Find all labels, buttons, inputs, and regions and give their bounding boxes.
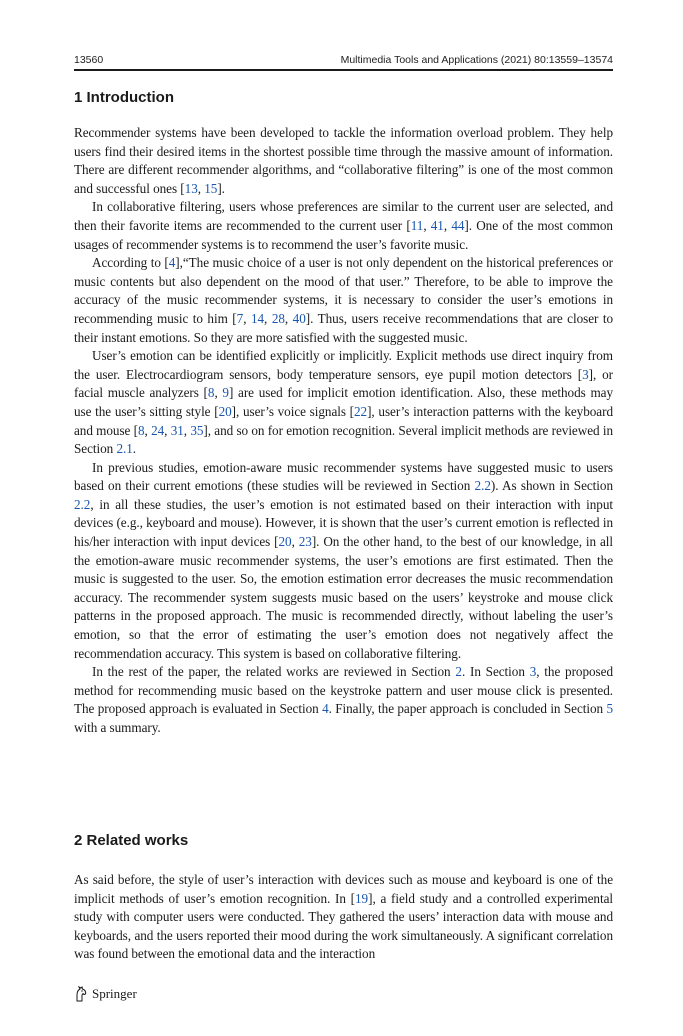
paragraph (74, 459, 613, 664)
citation-link[interactable]: 9 (222, 385, 229, 401)
citation-link[interactable]: 20 (218, 403, 232, 419)
running-header (74, 52, 613, 68)
citation-link[interactable]: 20 (278, 534, 292, 550)
text-run: In collaborative filtering, users whose preferences are similar to the current user are selected, and then their favorite items are recommended to the current user [ (74, 199, 613, 233)
text-run: , (164, 422, 171, 438)
text-run: , (183, 422, 191, 438)
text-run: ]. On the other hand, to the best of our knowledge, in all the emotion-aware music recommender systems, the user’s emotions are first estimated. Then the music is suggested to the user. So, the emotion estimation error decreases the music recommendation accuracy. The recommender system suggests music based on the users’ keystroke and mouse click patterns in the proposed approach. The music is recommended directly, without labeling the user’s emotion, so that the error of estimating the user’s emotion does not negatively affect the recommendation accuracy. This system is based on collaborative filtering. (74, 534, 613, 661)
citation-link[interactable]: 22 (354, 403, 368, 419)
text-run: ], or facial muscle analyzers [ (74, 366, 613, 401)
citation-link[interactable]: 3 (582, 366, 589, 382)
text-run: ]. Thus, users receive recommendations that are closer to their instant emotions. So they are more satisfied with the suggested music. (74, 310, 614, 345)
related-works-body (74, 871, 613, 964)
text-run: , (197, 180, 205, 196)
text-run: ], a field study and a controlled experimental study with computer users were conducted. They gathered the users’ interaction data with mouse and keyboards, and the users reported their mood during the work simultaneously. A significant correlation was found between the emotional data and the interaction (74, 890, 613, 962)
text-run: In previous studies, emotion-aware music recommender systems have suggested music to users based on their current emotions (these studies will be reviewed in Section (74, 459, 613, 494)
citation-link[interactable]: 8 (207, 385, 215, 401)
springer-horse-icon (74, 986, 88, 1002)
paragraph (74, 198, 613, 254)
citation-link[interactable]: 2.2 (74, 496, 91, 512)
citation-link[interactable]: 4 (168, 255, 176, 271)
text-run: ], and so on for emotion recognition. Several implicit methods are reviewed in Section (74, 422, 613, 457)
text-run: , (291, 534, 299, 550)
text-run: User’s emotion can be identified explicitly or implicitly. Explicit methods use direct inquiry from the user. Electrocardiogram sensors, body temperature sensors, eye pupil motion detectors [ (74, 348, 613, 382)
text-run: . In Section (461, 664, 530, 680)
introduction-body (74, 124, 613, 738)
citation-link[interactable]: 13 (184, 180, 198, 196)
publisher-footer (74, 985, 137, 1003)
citation-link[interactable]: 23 (298, 534, 312, 550)
text-run: ], user’s voice signals [ (231, 403, 354, 419)
citation-link[interactable]: 28 (271, 310, 285, 326)
paragraph (74, 871, 613, 964)
text-run: . (132, 441, 137, 457)
text-run: , the proposed method for recommending music based on the keystroke pattern and user mouse click is presented. The proposed approach is evaluated in Section (74, 664, 613, 717)
text-run: . Finally, the paper approach is concluded in Section (328, 701, 607, 717)
section-heading-introduction: 1 Introduction (74, 89, 174, 106)
text-run: , (264, 310, 272, 326)
citation-link[interactable]: 2.2 (474, 478, 491, 494)
journal-citation: Multimedia Tools and Applications (2021) 80:13559–13574 (340, 54, 613, 66)
text-run: , (284, 310, 293, 326)
section-heading-related-works: 2 Related works (74, 832, 189, 849)
text-run: , (144, 422, 152, 438)
citation-link[interactable]: 3 (529, 664, 537, 680)
text-run: Recommender systems have been developed to tackle the information overload problem. They help users find their desired items in the shortest possible time through the massive amount of information. There are different recommender algorithms, and “collaborative filtering” is one of the most common and successful ones [ (74, 125, 613, 196)
paragraph (74, 124, 613, 198)
citation-link[interactable]: 31 (170, 422, 184, 438)
citation-link[interactable]: 2.1 (116, 441, 133, 457)
text-run: , in all these studies, the user’s emotion is not estimated based on their interaction with input devices (e.g., keyboard and mouse). However, it is shown that the user’s current emotion is reflected in his/her interaction with input devices [ (74, 496, 613, 550)
text-run: , (423, 217, 431, 233)
text-run: ], user’s interaction patterns with the keyboard and mouse [ (74, 403, 613, 438)
paragraph (74, 347, 613, 459)
text-run: ]. (217, 180, 225, 196)
page-number: 13560 (74, 54, 104, 66)
text-run: ] are used for implicit emotion identification. Also, these methods may use the user’s sitting style [ (74, 385, 614, 419)
text-run: According to [ (92, 255, 169, 271)
citation-link[interactable]: 35 (190, 422, 204, 438)
paragraph (74, 663, 613, 737)
publisher-name: Springer (92, 986, 137, 1001)
text-run: with a summary. (74, 720, 161, 735)
citation-link[interactable]: 2 (455, 664, 462, 680)
text-run: , (443, 217, 452, 233)
citation-link[interactable]: 24 (151, 422, 165, 438)
citation-link[interactable]: 19 (355, 890, 369, 906)
header-rule (74, 69, 613, 71)
citation-link[interactable]: 44 (451, 217, 465, 233)
citation-link[interactable]: 4 (322, 701, 329, 717)
citation-link[interactable]: 40 (292, 310, 306, 326)
citation-link[interactable]: 8 (137, 422, 145, 438)
citation-link[interactable]: 41 (430, 217, 444, 233)
citation-link[interactable]: 15 (204, 180, 218, 196)
citation-link[interactable]: 5 (606, 701, 613, 717)
text-run: , (243, 310, 251, 326)
text-run: ]. One of the most common usages of recommender systems is to recommend the user’s favorite music. (74, 217, 613, 252)
text-run: ],“The music choice of a user is not only dependent on the historical preferences or music contents but also dependent on the mood of that user.” Therefore, to be able to improve the accuracy of the music recommender systems, it is necessary to consider the user’s emotions in recommending music to him [ (74, 255, 613, 326)
citation-link[interactable]: 14 (250, 310, 265, 326)
paragraph (74, 254, 613, 347)
text-run: As said before, the style of user’s interaction with devices such as mouse and keyboard is one of the implicit methods of user’s emotion recognition. In [ (74, 872, 613, 906)
text-run: In the rest of the paper, the related works are reviewed in Section (92, 664, 456, 680)
citation-link[interactable]: 7 (236, 310, 244, 326)
text-run: ). As shown in Section (490, 478, 613, 494)
citation-link[interactable]: 11 (410, 217, 424, 233)
text-run: , (214, 385, 223, 401)
